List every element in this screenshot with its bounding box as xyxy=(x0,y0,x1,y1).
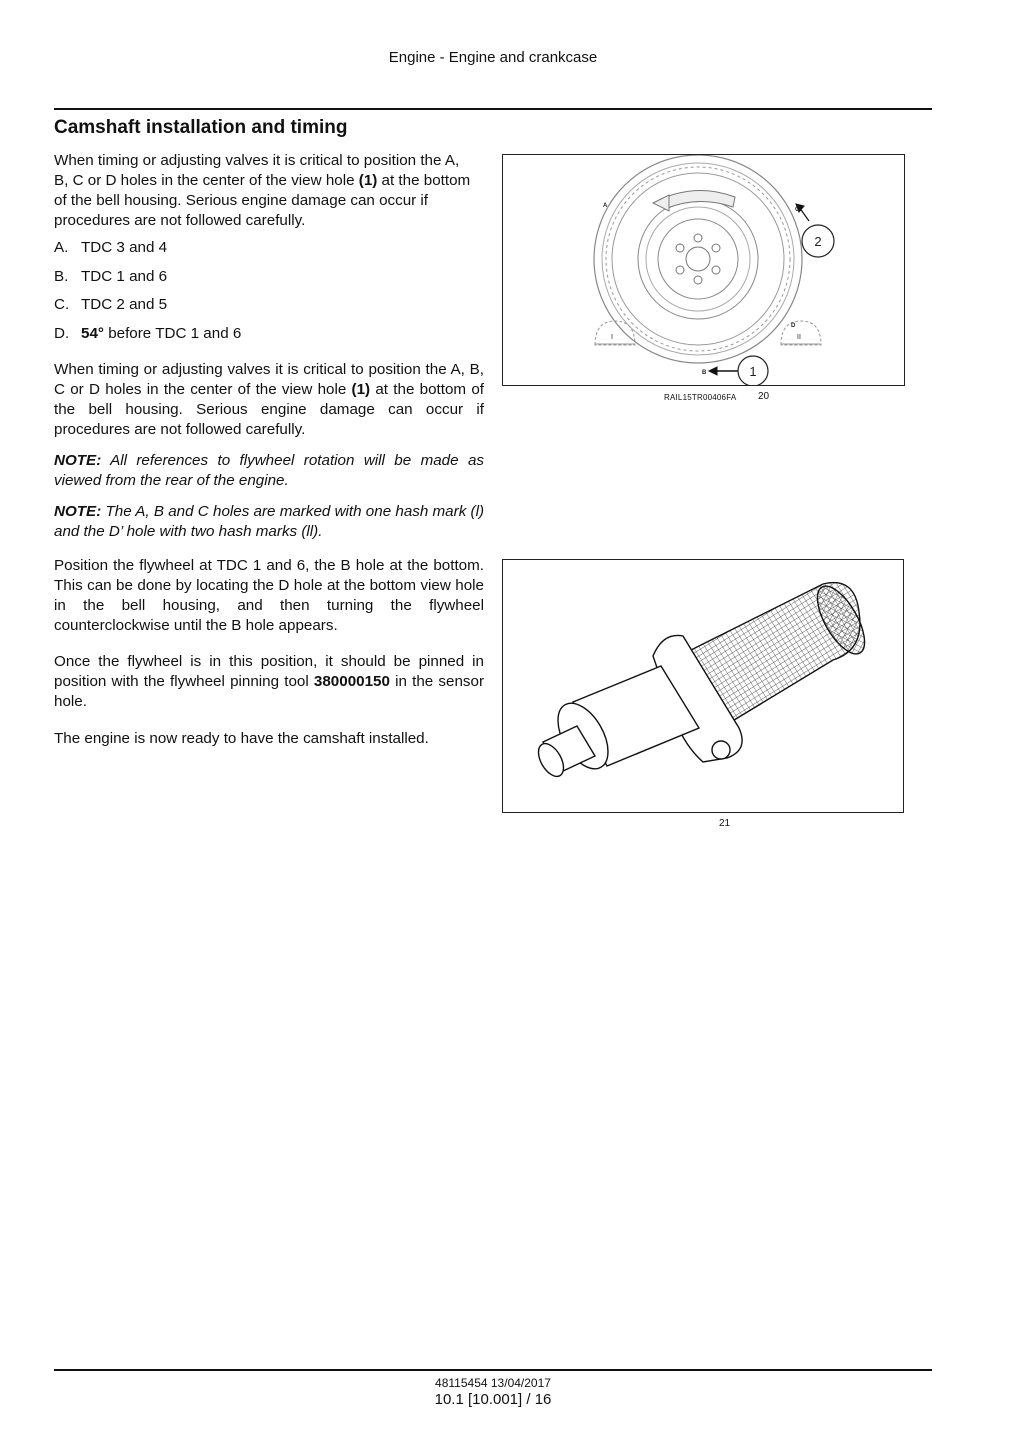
list-letter: B. xyxy=(54,267,69,285)
repeat-text: When timing or adjusting valves it is critical to position the A, B, C or D holes in the center of the view hole xyxy=(54,361,484,398)
note-hash-marks xyxy=(54,502,484,542)
callout-1: 1 xyxy=(749,364,757,379)
timing-hole-list xyxy=(54,238,241,352)
figure-number: 21 xyxy=(719,818,731,829)
callout-2: 2 xyxy=(814,234,822,249)
footer-rule xyxy=(54,1369,932,1371)
note-label: NOTE: xyxy=(54,452,102,469)
header-rule xyxy=(54,108,932,110)
pin-text: Once the flywheel is in this position, it should be pinned in position with the flywheel pinning tool xyxy=(54,653,484,690)
footer-doc-id: 48115454 13/04/2017 xyxy=(435,1376,551,1390)
list-item xyxy=(54,295,241,324)
list-text: TDC 3 and 4 xyxy=(81,239,168,256)
flywheel-illustration xyxy=(503,155,904,385)
tool-number: 380000150 xyxy=(313,673,390,690)
pin-text-end: in the sensor hole. xyxy=(54,673,484,710)
list-item xyxy=(54,324,241,353)
hole-label-a: A xyxy=(603,203,608,209)
list-letter: C. xyxy=(54,296,70,313)
list-item xyxy=(54,267,241,296)
hole-label-d: D xyxy=(791,323,796,329)
figure-number: 20 xyxy=(758,391,770,402)
list-text: before TDC 1 and 6 xyxy=(103,324,242,342)
repeat-text-end: at the bottom of the bell housing. Serious engine damage can occur if procedures are not followed carefully. xyxy=(54,381,484,438)
intro-paragraph xyxy=(54,151,474,231)
pinning-tool-figure xyxy=(502,559,904,813)
hole-label-b: B xyxy=(702,370,707,376)
hole-label-c: C xyxy=(795,207,800,213)
note-rotation xyxy=(54,451,484,491)
figure-code: RAIL15TR00406FA xyxy=(664,393,737,402)
note-text: The A, B and C holes are marked with one hash mark (l) and the D’ hole with two hash marks (ll). xyxy=(54,503,484,540)
hash-mark-single: I xyxy=(611,334,613,341)
flywheel-figure xyxy=(502,154,905,386)
intro-text-end: at the bottom of the bell housing. Serious engine damage can occur if procedures are not followed carefully. xyxy=(54,172,471,229)
hash-mark-double: II xyxy=(797,334,801,341)
list-item xyxy=(54,238,241,267)
position-paragraph: Position the flywheel at TDC 1 and 6, the B hole at the bottom. This can be done by locating the D hole at the bottom view hole in the bell housing, and then turning the flywheel counterclockwise until the B hole appears. xyxy=(54,557,484,634)
footer-page-number: 10.1 [10.001] / 16 xyxy=(434,1391,552,1408)
list-angle: 54° xyxy=(81,324,104,342)
list-text: TDC 2 and 5 xyxy=(81,296,168,313)
view-hole-ref: (1) xyxy=(358,172,378,189)
pinning-tool-illustration xyxy=(503,560,903,812)
pin-paragraph xyxy=(54,652,484,712)
list-text: TDC 1 and 6 xyxy=(81,267,168,285)
note-text: All references to flywheel rotation will be made as viewed from the rear of the engine. xyxy=(54,452,484,489)
note-label: NOTE: xyxy=(54,503,102,520)
list-letter: D. xyxy=(54,324,70,342)
page-header: Engine - Engine and crankcase xyxy=(388,49,598,66)
repeat-paragraph xyxy=(54,360,484,440)
ready-paragraph: The engine is now ready to have the camshaft installed. xyxy=(54,730,429,747)
intro-text: When timing or adjusting valves it is critical to position the A, B, C or D holes in the center of the view hole xyxy=(54,152,460,189)
list-letter: A. xyxy=(54,239,69,256)
view-hole-ref: (1) xyxy=(351,381,371,398)
section-title: Camshaft installation and timing xyxy=(54,117,348,138)
